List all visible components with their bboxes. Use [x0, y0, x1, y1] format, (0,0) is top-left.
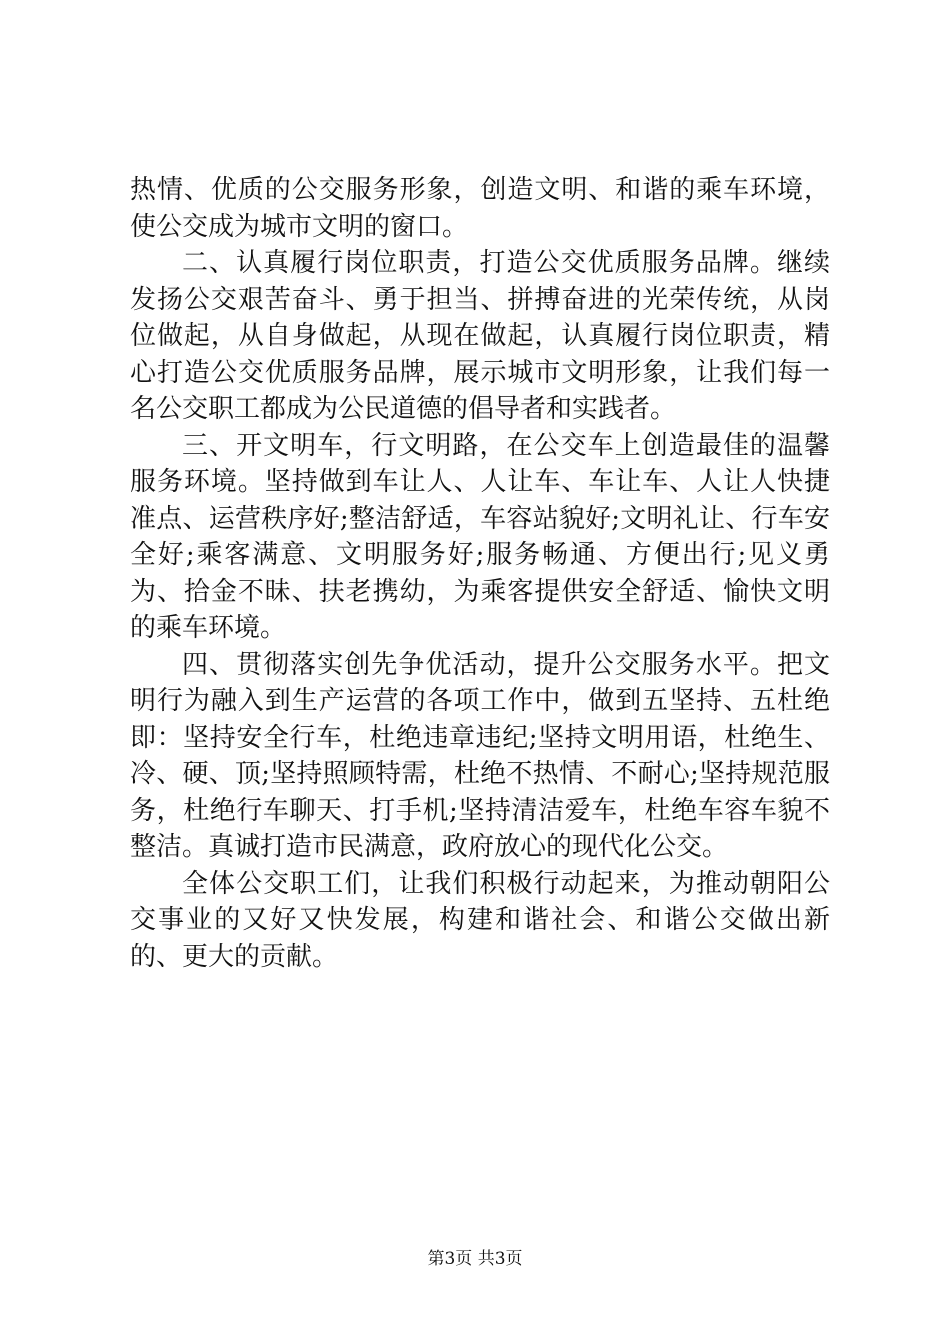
paragraph-section-four: 四、贯彻落实创先争优活动，提升公交服务水平。把文明行为融入到生产运营的各项工作中，做到五坚持、五杜绝即：坚持安全行车，杜绝违章违纪;坚持文明用语，杜绝生、冷、硬、顶;坚持照顾特需，杜绝不热情、不耐心;坚持规范服务，杜绝行车聊天、打手机;坚持清洁爱车，杜绝车容车貌不整洁。真诚打造市民满意，政府放心的现代化公交。 — [130, 649, 830, 862]
paragraph-continuation: 热情、优质的公交服务形象，创造文明、和谐的乘车环境，使公交成为城市文明的窗口。 — [130, 175, 830, 242]
page-footer: 第3页 共3页 — [427, 1249, 523, 1269]
paragraph-closing: 全体公交职工们，让我们积极行动起来，为推动朝阳公交事业的又好又快发展，构建和谐社会、和谐公交做出新的、更大的贡献。 — [130, 868, 830, 972]
document-body — [130, 172, 830, 975]
paragraph-section-three: 三、开文明车，行文明路，在公交车上创造最佳的温馨服务环境。坚持做到车让人、人让车、车让车、人让人快捷准点、运营秩序好;整洁舒适，车容站貌好;文明礼让、行车安全好;乘客满意、文明服务好;服务畅通、方便出行;见义勇为、拾金不昧、扶老携幼，为乘客提供安全舒适、愉快文明的乘车环境。 — [130, 430, 830, 643]
paragraph-section-two: 二、认真履行岗位职责，打造公交优质服务品牌。继续发扬公交艰苦奋斗、勇于担当、拼搏奋进的光荣传统，从岗位做起，从自身做起，从现在做起，认真履行岗位职责，精心打造公交优质服务品牌，展示城市文明形象，让我们每一名公交职工都成为公民道德的倡导者和实践者。 — [130, 248, 830, 424]
